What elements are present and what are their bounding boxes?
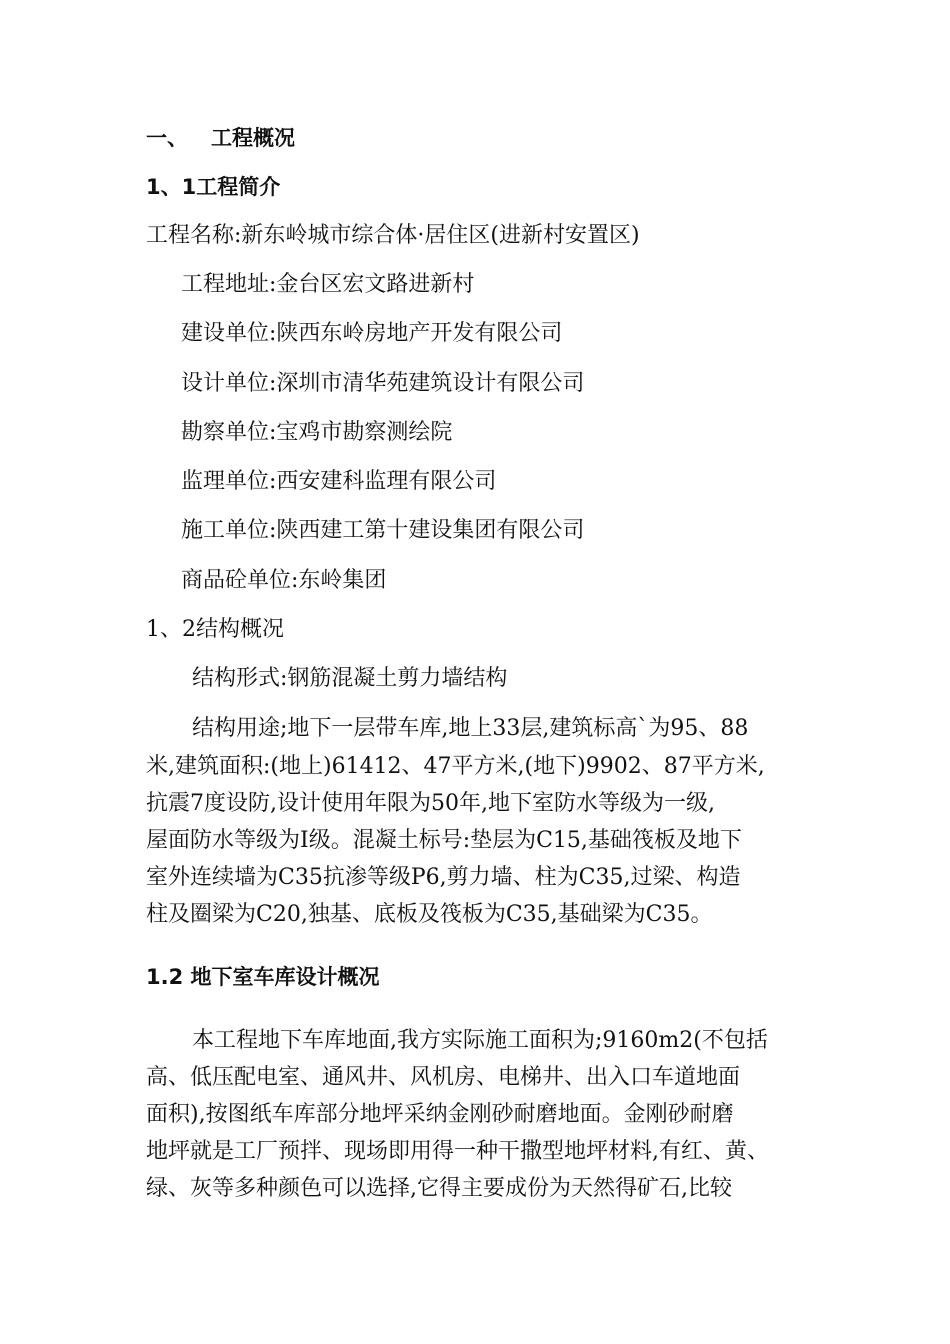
concrete-supplier-line: 商品砼单位:东岭集团 — [181, 568, 387, 593]
section-number: 一、 — [146, 126, 188, 150]
garage-body-line: 本工程地下车库地面,我方实际施工面积为;9160m2(不包括 — [192, 1028, 768, 1053]
project-name-line: 工程名称:新东岭城市综合体·居住区(进新村安置区) — [146, 223, 640, 248]
subsection-title-1-2: 1、2结构概况 — [146, 617, 284, 642]
subsection-title-1-1: 1、1工程简介 — [146, 175, 281, 199]
garage-body-line: 地坪就是工厂预拌、现场即用得一种干撒型地坪材料,有红、黄、 — [146, 1139, 769, 1164]
builder-line: 建设单位:陕西东岭房地产开发有限公司 — [181, 321, 563, 346]
structure-usage-line: 柱及圈梁为C20,独基、底板及筏板为C35,基础梁为C35。 — [146, 902, 713, 927]
garage-body-line: 绿、灰等多种颜色可以选择,它得主要成份为天然得矿石,比较 — [146, 1176, 732, 1201]
section-title: 工程概况 — [211, 126, 295, 150]
structure-usage-line: 米,建筑面积:(地上)61412、47平方米,(地下)9902、87平方米, — [146, 754, 765, 779]
project-address-line: 工程地址:金台区宏文路进新村 — [181, 272, 475, 297]
designer-line: 设计单位:深圳市清华苑建筑设计有限公司 — [181, 371, 585, 396]
surveyor-line: 勘察单位:宝鸡市勘察测绘院 — [181, 420, 453, 445]
structure-usage-line: 抗震7度设防,设计使用年限为50年,地下室防水等级为一级, — [146, 791, 715, 816]
structure-usage-line: 室外连续墙为C35抗渗等级P6,剪力墙、柱为C35,过梁、构造 — [146, 865, 741, 890]
structure-usage-line: 结构用途;地下一层带车库,地上33层,建筑标高`为95、88 — [192, 716, 749, 741]
structure-form-line: 结构形式:钢筋混凝土剪力墙结构 — [192, 666, 508, 691]
structure-usage-line: 屋面防水等级为Ⅰ级。混凝土标号:垫层为C15,基础筏板及地下 — [146, 828, 742, 853]
garage-body-line: 面积),按图纸车库部分地坪采纳金刚砂耐磨地面。金刚砂耐磨 — [146, 1102, 734, 1127]
contractor-line: 施工单位:陕西建工第十建设集团有限公司 — [181, 518, 585, 543]
subsection-title-garage: 1.2 地下室车库设计概况 — [146, 965, 380, 989]
supervisor-line: 监理单位:西安建科监理有限公司 — [181, 469, 497, 494]
garage-body-line: 高、低压配电室、通风井、风机房、电梯井、出入口车道地面 — [146, 1065, 741, 1090]
